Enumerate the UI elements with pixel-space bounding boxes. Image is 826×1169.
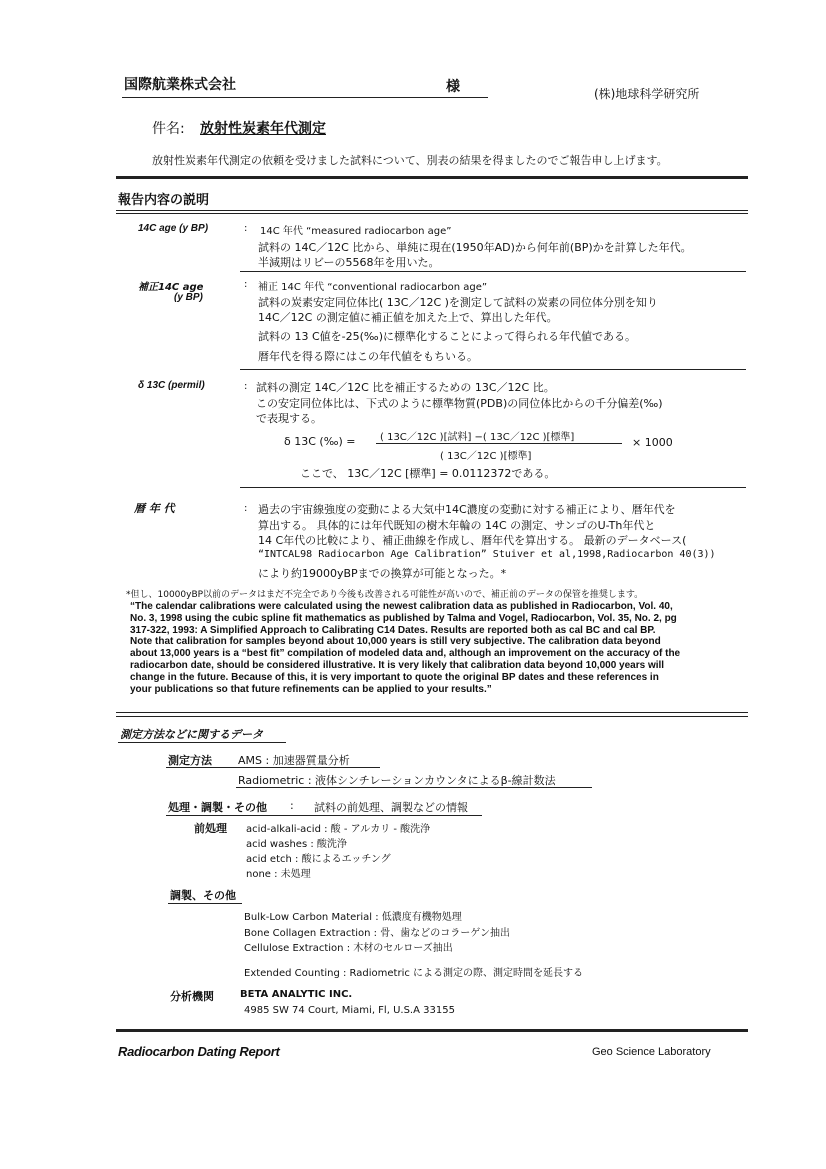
method-ams: AMS : 加速器質量分析 xyxy=(238,754,350,767)
bottom-thick-rule xyxy=(116,1029,748,1032)
footnote-en-line: “The calendar calibrations were calculated using the newest calibration data as published in Radiocarbon, Vol. 40, xyxy=(130,601,673,612)
agency-label: 分析機関 xyxy=(170,990,214,1003)
section2-title: 測定方法などに関するデータ xyxy=(120,728,263,741)
colon: : xyxy=(244,279,248,290)
term-corrected-1: 補正14C age xyxy=(138,282,204,293)
pretreatment-item: acid etch : 酸によるエッチング xyxy=(246,854,391,865)
divider xyxy=(240,271,746,272)
footer-report-title: Radiocarbon Dating Report xyxy=(118,1044,280,1059)
lab-name: (株)地球科学研究所 xyxy=(594,87,700,101)
cal-line-4: “INTCAL98 Radiocarbon Age Calibration” Stuiver et al,1998,Radiocarbon 40(3)) xyxy=(258,549,716,560)
agency-address: 4985 SW 74 Court, Miami, Fl, U.S.A 33155 xyxy=(244,1005,455,1016)
colon: : xyxy=(244,503,248,514)
corr-line-2: 試料の炭素安定同位体比( 13C／12C )を測定して試料の炭素の同位体分別を知り xyxy=(258,296,658,309)
client-company: 国際航業株式会社 xyxy=(124,77,236,93)
method-radiometric: Radiometric : 液体シンチレーションカウンタによるβ-線計数法 xyxy=(238,774,556,787)
term-corrected-2: (y BP) xyxy=(174,292,203,303)
cal-line-3: 14 C年代の比較により、補正曲線を作成し、暦年代を算出する。 最新のデータベース( xyxy=(258,534,687,547)
section1-rule xyxy=(116,210,748,211)
footnote-en-line: 317-322, 1993: A Simplified Approach to Calibrating C14 Dates. Results are reported both as cal BC and cal BP. xyxy=(130,624,656,636)
preparation-label: 調製、その他 xyxy=(170,889,236,902)
cal-line-2: 算出する。 具体的には年代既知の樹木年輪の 14C の測定、サンゴのU-Th年代と xyxy=(258,519,656,532)
delta-line-2: この安定同位体比は、下式のように標準物質(PDB)の同位体比からの千分偏差(‰) xyxy=(256,397,663,410)
footnote-en-line: radiocarbon date, should be considered illustrative. It is very likely that calibration data beyond 10,000 years will xyxy=(130,659,665,671)
section2-top-rule2 xyxy=(116,716,748,717)
formula-multiplier: × 1000 xyxy=(632,436,673,449)
subject-title: 放射性炭素年代測定 xyxy=(200,121,326,137)
footnote-jp: *但し、10000yBP以前のデータはまだ不完全であり今後も改善される可能性が高いので、補正前のデータの保管を推奨します。 xyxy=(126,590,644,600)
footer-lab: Geo Science Laboratory xyxy=(592,1046,711,1058)
corr-line-3: 14C／12C の測定値に補正値を加えた上で、算出した年代。 xyxy=(258,311,558,324)
section2-top-rule xyxy=(116,712,748,713)
formula-note: ここで、 13C／12C [標準] = 0.0112372である。 xyxy=(300,467,556,480)
radiometric-underline xyxy=(236,787,592,788)
colon: : xyxy=(290,799,294,812)
pretreatment-item: none : 未処理 xyxy=(246,869,311,880)
divider xyxy=(240,369,746,370)
pretreatment-item: acid-alkali-acid : 酸 - アルカリ - 酸洗浄 xyxy=(246,824,431,835)
delta-line-1: 試料の測定 14C／12C 比を補正するための 13C／12C 比。 xyxy=(256,381,555,394)
section2-underline xyxy=(118,742,286,743)
cal-line-5: により約19000yBPまでの換算が可能となった。* xyxy=(258,567,507,580)
corr-line-5: 暦年代を得る際にはこの年代値をもちいる。 xyxy=(258,350,478,363)
processing-label: 処理・調製・その他 xyxy=(168,801,267,814)
divider xyxy=(240,487,746,488)
age-line-1: 14C 年代 “measured radiocarbon age” xyxy=(260,226,452,237)
fraction-bar xyxy=(376,443,622,444)
pretreatment-item: acid washes : 酸洗浄 xyxy=(246,839,347,850)
honorific: 様 xyxy=(446,79,460,95)
formula-lhs: δ 13C (‰) = xyxy=(284,435,356,448)
preparation-item: Cellulose Extraction : 木材のセルローズ抽出 xyxy=(244,943,453,954)
colon: : xyxy=(244,381,248,392)
method-label: 測定方法 xyxy=(168,754,212,767)
term-delta13c: δ 13C (permil) xyxy=(138,380,205,391)
term-14c-age: 14C age (y BP) xyxy=(138,223,209,234)
header-underline xyxy=(122,97,488,98)
preparation-underline xyxy=(168,903,242,904)
formula-denominator: ( 13C／12C )[標準] xyxy=(440,451,532,462)
subject-label: 件名: xyxy=(152,121,185,137)
corr-line-1: 補正 14C 年代 “conventional radiocarbon age” xyxy=(258,282,488,293)
preparation-item: Bone Collagen Extraction : 骨、歯などのコラーゲン抽出 xyxy=(244,928,511,939)
processing-desc: 試料の前処理、調製などの情報 xyxy=(314,801,468,814)
footnote-en-line: Note that calibration for samples beyond about 10,000 years is still very subjective. The calibration data beyond xyxy=(130,636,661,648)
footnote-en-line: your publications so that future refinements can be applied to your results.” xyxy=(130,683,492,695)
corr-line-4: 試料の 13 C値を-25(‰)に標準化することによって得られる年代値である。 xyxy=(258,330,636,343)
intro-text: 放射性炭素年代測定の依頼を受けました試料について、別表の結果を得ましたのでご報告申し上げます。 xyxy=(152,154,668,167)
footnote-en-line: about 13,000 years is a “best fit” compilation of modeled data and, although an improvement on the accuracy of the xyxy=(130,648,681,660)
extended-counting: Extended Counting : Radiometric による測定の際、測定時間を延長する xyxy=(244,968,584,979)
cal-line-1: 過去の宇宙線強度の変動による大気中14C濃度の変動に対する補正により、暦年代を xyxy=(258,503,676,516)
footnote-en-line: change in the future. Because of this, it is very important to quote the original BP dates and these references in xyxy=(130,671,659,683)
section1-title: 報告内容の説明 xyxy=(118,193,210,208)
preparation-item: Bulk-Low Carbon Material : 低濃度有機物処理 xyxy=(244,912,462,923)
colon: : xyxy=(244,223,248,234)
age-line-3: 半減期はリビーの5568年を用いた。 xyxy=(258,256,440,269)
formula-numerator: ( 13C／12C )[試料] −( 13C／12C )[標準] xyxy=(380,432,575,443)
age-line-2: 試料の 14C／12C 比から、単純に現在(1950年AD)から何年前(BP)かを計算した年代。 xyxy=(258,241,692,254)
top-thick-rule xyxy=(116,176,748,179)
footnote-en xyxy=(130,601,680,695)
delta-line-3: で表現する。 xyxy=(256,412,322,425)
section1-rule2 xyxy=(116,213,748,214)
agency-name: BETA ANALYTIC INC. xyxy=(240,989,353,1000)
processing-underline xyxy=(166,815,482,816)
footnote-en-line: No. 3, 1998 using the cubic spline fit mathematics as published by Talma and Vogel, Radiocarbon, Vol. 35, No. 2, pg xyxy=(130,612,677,624)
method-underline xyxy=(166,767,380,768)
pretreatment-label: 前処理 xyxy=(194,822,227,835)
term-calendar-age: 暦 年 代 xyxy=(134,502,175,515)
